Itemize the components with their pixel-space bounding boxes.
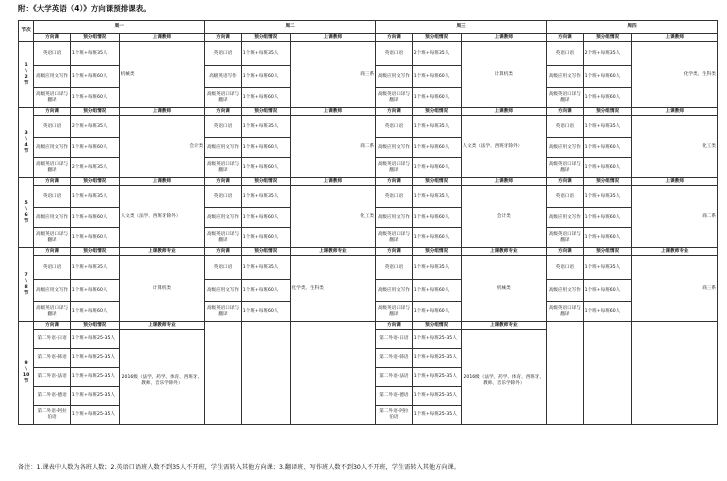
- schedule-table: [18, 20, 718, 425]
- teacher-cell: 商三系: [632, 256, 718, 322]
- direction-cell: 高级英语口译与翻译: [205, 88, 242, 108]
- direction-cell: 高级应用文写作: [376, 280, 413, 302]
- col-teacher: 上课教师: [632, 34, 718, 42]
- direction-cell: 高级英语口译与翻译: [376, 158, 413, 178]
- classes-cell: 1个班+每班60人: [583, 228, 632, 248]
- direction-cell: 高级英语口译与翻译: [34, 158, 71, 178]
- direction-cell: 高级应用文写作: [205, 138, 242, 158]
- classes-cell: 1个班+每班35人: [583, 256, 632, 280]
- col-direction: 方向课: [376, 322, 413, 330]
- classes-cell: 1个班+每班60人: [241, 88, 290, 108]
- direction-cell: 英语口语: [376, 42, 413, 66]
- classes-cell: 1个班+每班60人: [583, 280, 632, 302]
- direction-cell: 英语口语: [376, 116, 413, 138]
- col-teacher: 上课教师: [290, 34, 375, 42]
- footnote: 备注：1.课表中人数为各班人数；2.英语口语班人数不到35人不开班，学生需转入其他方向课；3.翻译班、写作班人数不到30人不开班，学生需转入其他方向课。: [18, 464, 460, 471]
- teacher-cell: 商二系: [290, 116, 375, 178]
- empty-cell: [583, 322, 632, 425]
- classes-cell: 1个班+每班35人: [412, 256, 461, 280]
- direction-cell: 英语口语: [547, 42, 584, 66]
- direction-cell: 第二外语-韩语: [34, 349, 71, 368]
- teacher-cell: 商二系: [632, 186, 718, 248]
- teacher-cell: 人文类（法学、西班牙除外）: [119, 186, 204, 248]
- direction-cell: 第二外语-阿拉伯语: [34, 406, 71, 425]
- col-classes: 预分组情况: [70, 322, 119, 330]
- direction-cell: 高级应用文写作: [205, 280, 242, 302]
- teacher-cell: 会计类: [119, 116, 204, 178]
- classes-cell: 1个班+每班35人: [583, 186, 632, 208]
- direction-cell: 高级应用文写作: [205, 208, 242, 228]
- classes-cell: 2个班+每班35人: [412, 42, 461, 66]
- classes-cell: 1个班+每班25-35人: [412, 349, 461, 368]
- classes-cell: 1个班+每班35人: [241, 256, 290, 280]
- classes-cell: 1个班+每班60人: [70, 66, 119, 88]
- col-classes: 预分组情况: [241, 34, 290, 42]
- col-classes: 预分组情况: [241, 108, 290, 116]
- empty-cell: [290, 322, 375, 425]
- col-direction: 方向课: [376, 248, 413, 256]
- col-classes: 预分组情况: [412, 178, 461, 186]
- col-direction: 方向课: [34, 322, 71, 330]
- col-teacher: 上课教师: [119, 108, 204, 116]
- day-header-mon: 周一: [34, 21, 205, 34]
- col-classes: 预分组情况: [70, 178, 119, 186]
- col-direction: 方向课: [205, 248, 242, 256]
- teacher-cell: 计算机类: [461, 42, 546, 108]
- col-teacher: 上课教师: [461, 108, 546, 116]
- direction-cell: 高级应用文写作: [34, 66, 71, 88]
- direction-cell: 高级英语口译与翻译: [205, 302, 242, 322]
- col-teacher-major: 上课教师专业: [119, 248, 204, 256]
- classes-cell: 1个班+每班60人: [583, 66, 632, 88]
- empty-cell: [547, 322, 584, 425]
- direction-cell: 英语口语: [547, 116, 584, 138]
- classes-cell: 1个班+每班35人: [412, 186, 461, 208]
- col-direction: 方向课: [205, 34, 242, 42]
- classes-cell: 1个班+每班25-35人: [412, 330, 461, 349]
- teacher-cell: 商三系: [290, 42, 375, 108]
- section-header: 节次: [19, 21, 34, 42]
- classes-cell: 1个班+每班60人: [241, 228, 290, 248]
- col-teacher: 上课教师: [632, 178, 718, 186]
- direction-cell: 高级英语口译与翻译: [34, 88, 71, 108]
- col-direction: 方向课: [34, 34, 71, 42]
- teacher-cell: 化学类、生科类: [290, 256, 375, 322]
- col-teacher: 上课教师: [461, 34, 546, 42]
- classes-cell: 1个班+每班25-35人: [70, 387, 119, 406]
- direction-cell: 英语口语: [205, 42, 242, 66]
- direction-cell: 高级应用文写作: [376, 138, 413, 158]
- direction-cell: 高级英语口译与翻译: [205, 158, 242, 178]
- classes-cell: 1个班+每班60人: [241, 158, 290, 178]
- direction-cell: 高级英语口译与翻译: [205, 228, 242, 248]
- col-direction: 方向课: [34, 108, 71, 116]
- direction-cell: 第二外语-阿拉伯语: [376, 406, 413, 425]
- classes-cell: 1个班+每班60人: [412, 88, 461, 108]
- direction-cell: 高级英语口译与翻译: [376, 88, 413, 108]
- teacher-cell: 化工类: [632, 116, 718, 178]
- classes-cell: 1个班+每班25-35人: [412, 406, 461, 425]
- empty-cell: [205, 322, 242, 425]
- classes-cell: 1个班+每班60人: [70, 138, 119, 158]
- col-classes: 预分组情况: [70, 108, 119, 116]
- classes-cell: 1个班+每班60人: [412, 66, 461, 88]
- direction-cell: 高级英语口译与翻译: [547, 158, 584, 178]
- direction-cell: 英语口语: [205, 186, 242, 208]
- day-header-wed: 周三: [376, 21, 547, 34]
- teacher-cell: 机械类: [461, 256, 546, 322]
- col-direction: 方向课: [205, 178, 242, 186]
- direction-cell: 英语口语: [205, 256, 242, 280]
- classes-cell: 1个班+每班35人: [583, 116, 632, 138]
- direction-cell: 第二外语-日语: [376, 330, 413, 349]
- col-teacher-major: 上课教师专业: [461, 322, 546, 330]
- direction-cell: 高级应用文写作: [34, 208, 71, 228]
- col-teacher: 上课教师: [119, 178, 204, 186]
- classes-cell: 2个班+每班35人: [583, 42, 632, 66]
- classes-cell: 1个班+每班60人: [412, 158, 461, 178]
- col-classes: 预分组情况: [412, 248, 461, 256]
- teacher-cell: 化工类: [290, 186, 375, 248]
- classes-cell: 1个班+每班60人: [412, 228, 461, 248]
- col-direction: 方向课: [376, 108, 413, 116]
- direction-cell: 高级英语口译与翻译: [547, 302, 584, 322]
- direction-cell: 英语口语: [205, 116, 242, 138]
- direction-cell: 英语口语: [34, 42, 71, 66]
- col-direction: 方向课: [547, 34, 584, 42]
- section-label: 1 \ 2 节: [19, 42, 34, 108]
- classes-cell: 1个班+每班25-35人: [70, 330, 119, 349]
- classes-cell: 1个班+每班60人: [412, 208, 461, 228]
- teacher-cell: 人文类（法学、西班牙除外）: [461, 116, 546, 178]
- col-classes: 预分组情况: [583, 178, 632, 186]
- direction-cell: 高级英语写作: [205, 66, 242, 88]
- direction-cell: 英语口语: [34, 256, 71, 280]
- direction-cell: 英语口语: [547, 186, 584, 208]
- section-label: 7 \ 8 节: [19, 248, 34, 322]
- teacher-cell: 化学类、生科类: [632, 42, 718, 108]
- direction-cell: 高级应用文写作: [547, 280, 584, 302]
- direction-cell: 第二外语-德语: [34, 387, 71, 406]
- teacher-major-cell: 2016级（法学、药学、体育、西班牙、教师、音乐学除外）: [461, 330, 546, 425]
- classes-cell: 1个班+每班60人: [70, 228, 119, 248]
- classes-cell: 1个班+每班25-35人: [412, 387, 461, 406]
- direction-cell: 高级英语口译与翻译: [547, 228, 584, 248]
- direction-cell: 第二外语-法语: [34, 368, 71, 387]
- classes-cell: 1个班+每班35人: [70, 256, 119, 280]
- section-label: 9 \ 10 节: [19, 322, 34, 425]
- direction-cell: 高级英语口译与翻译: [547, 88, 584, 108]
- page-title: 附：《大学英语（4）》方向课预排课表。: [18, 4, 151, 13]
- classes-cell: 1个班+每班35人: [70, 186, 119, 208]
- direction-cell: 高级应用文写作: [376, 66, 413, 88]
- section-label: 5 \ 6 节: [19, 178, 34, 248]
- empty-cell: [632, 322, 718, 425]
- direction-cell: 高级应用文写作: [547, 208, 584, 228]
- classes-cell: 1个班+每班25-35人: [412, 368, 461, 387]
- col-classes: 预分组情况: [583, 248, 632, 256]
- classes-cell: 1个班+每班60人: [412, 138, 461, 158]
- classes-cell: 1个班+每班60人: [70, 208, 119, 228]
- classes-cell: 1个班+每班25-35人: [70, 406, 119, 425]
- col-classes: 预分组情况: [583, 108, 632, 116]
- direction-cell: 英语口语: [34, 186, 71, 208]
- direction-cell: 第二外语-法语: [376, 368, 413, 387]
- classes-cell: 1个班+每班35人: [241, 42, 290, 66]
- direction-cell: 第二外语-日语: [34, 330, 71, 349]
- teacher-cell: 会计类: [461, 186, 546, 248]
- classes-cell: 1个班+每班60人: [412, 302, 461, 322]
- section-label: 3 \ 4 节: [19, 108, 34, 178]
- classes-cell: 1个班+每班60人: [241, 66, 290, 88]
- day-header-tue: 周二: [205, 21, 376, 34]
- classes-cell: 1个班+每班60人: [70, 88, 119, 108]
- col-direction: 方向课: [547, 178, 584, 186]
- classes-cell: 1个班+每班35人: [412, 116, 461, 138]
- classes-cell: 1个班+每班60人: [241, 280, 290, 302]
- empty-cell: [241, 322, 290, 425]
- col-teacher: 上课教师: [119, 34, 204, 42]
- classes-cell: 2个班+每班35人: [70, 116, 119, 138]
- direction-cell: 高级应用文写作: [376, 208, 413, 228]
- classes-cell: 1个班+每班60人: [583, 208, 632, 228]
- direction-cell: 高级英语口译与翻译: [34, 228, 71, 248]
- classes-cell: 1个班+每班25-35人: [70, 349, 119, 368]
- col-teacher: 上课教师: [290, 108, 375, 116]
- teacher-cell: 机械类: [119, 42, 204, 108]
- col-classes: 预分组情况: [241, 178, 290, 186]
- col-teacher-major: 上课教师专业: [290, 248, 375, 256]
- direction-cell: 英语口语: [547, 256, 584, 280]
- col-teacher-major: 上课教师专业: [632, 248, 718, 256]
- col-direction: 方向课: [376, 178, 413, 186]
- classes-cell: 1个班+每班60人: [583, 138, 632, 158]
- col-teacher: 上课教师: [461, 178, 546, 186]
- classes-cell: 2个班+每班35人: [70, 158, 119, 178]
- classes-cell: 1个班+每班60人: [241, 208, 290, 228]
- classes-cell: 1个班+每班25-35人: [70, 368, 119, 387]
- classes-cell: 1个班+每班35人: [241, 116, 290, 138]
- direction-cell: 高级应用文写作: [34, 280, 71, 302]
- col-direction: 方向课: [547, 108, 584, 116]
- direction-cell: 高级应用文写作: [547, 138, 584, 158]
- col-classes: 预分组情况: [412, 34, 461, 42]
- direction-cell: 英语口语: [34, 116, 71, 138]
- direction-cell: 第二外语-韩语: [376, 349, 413, 368]
- col-classes: 预分组情况: [412, 108, 461, 116]
- classes-cell: 1个班+每班60人: [583, 88, 632, 108]
- classes-cell: 1个班+每班60人: [70, 280, 119, 302]
- direction-cell: 高级英语口译与翻译: [34, 302, 71, 322]
- col-classes: 预分组情况: [70, 248, 119, 256]
- direction-cell: 高级英语口译与翻译: [376, 302, 413, 322]
- col-teacher: 上课教师: [632, 108, 718, 116]
- col-classes: 预分组情况: [583, 34, 632, 42]
- col-direction: 方向课: [34, 248, 71, 256]
- direction-cell: 高级应用文写作: [34, 138, 71, 158]
- classes-cell: 1个班+每班60人: [70, 302, 119, 322]
- direction-cell: 英语口语: [376, 256, 413, 280]
- col-classes: 预分组情况: [241, 248, 290, 256]
- col-teacher-major: 上课教师专业: [119, 322, 204, 330]
- col-direction: 方向课: [34, 178, 71, 186]
- classes-cell: 1个班+每班60人: [412, 280, 461, 302]
- direction-cell: 高级应用文写作: [547, 66, 584, 88]
- direction-cell: 高级英语口译与翻译: [376, 228, 413, 248]
- direction-cell: 第二外语-德语: [376, 387, 413, 406]
- teacher-cell: 计算机类: [119, 256, 204, 322]
- col-teacher: 上课教师: [290, 178, 375, 186]
- classes-cell: 1个班+每班35人: [70, 42, 119, 66]
- teacher-major-cell: 2016级（法学、药学、体育、西班牙、教师、音乐学除外）: [119, 330, 204, 425]
- direction-cell: 英语口语: [376, 186, 413, 208]
- col-classes: 预分组情况: [412, 322, 461, 330]
- col-teacher-major: 上课教师专业: [461, 248, 546, 256]
- day-header-thu: 周四: [547, 21, 718, 34]
- classes-cell: 1个班+每班35人: [241, 186, 290, 208]
- col-classes: 预分组情况: [70, 34, 119, 42]
- classes-cell: 1个班+每班60人: [583, 158, 632, 178]
- classes-cell: 1个班+每班60人: [583, 302, 632, 322]
- col-direction: 方向课: [547, 248, 584, 256]
- classes-cell: 1个班+每班60人: [241, 302, 290, 322]
- col-direction: 方向课: [205, 108, 242, 116]
- col-direction: 方向课: [376, 34, 413, 42]
- classes-cell: 1个班+每班60人: [241, 138, 290, 158]
